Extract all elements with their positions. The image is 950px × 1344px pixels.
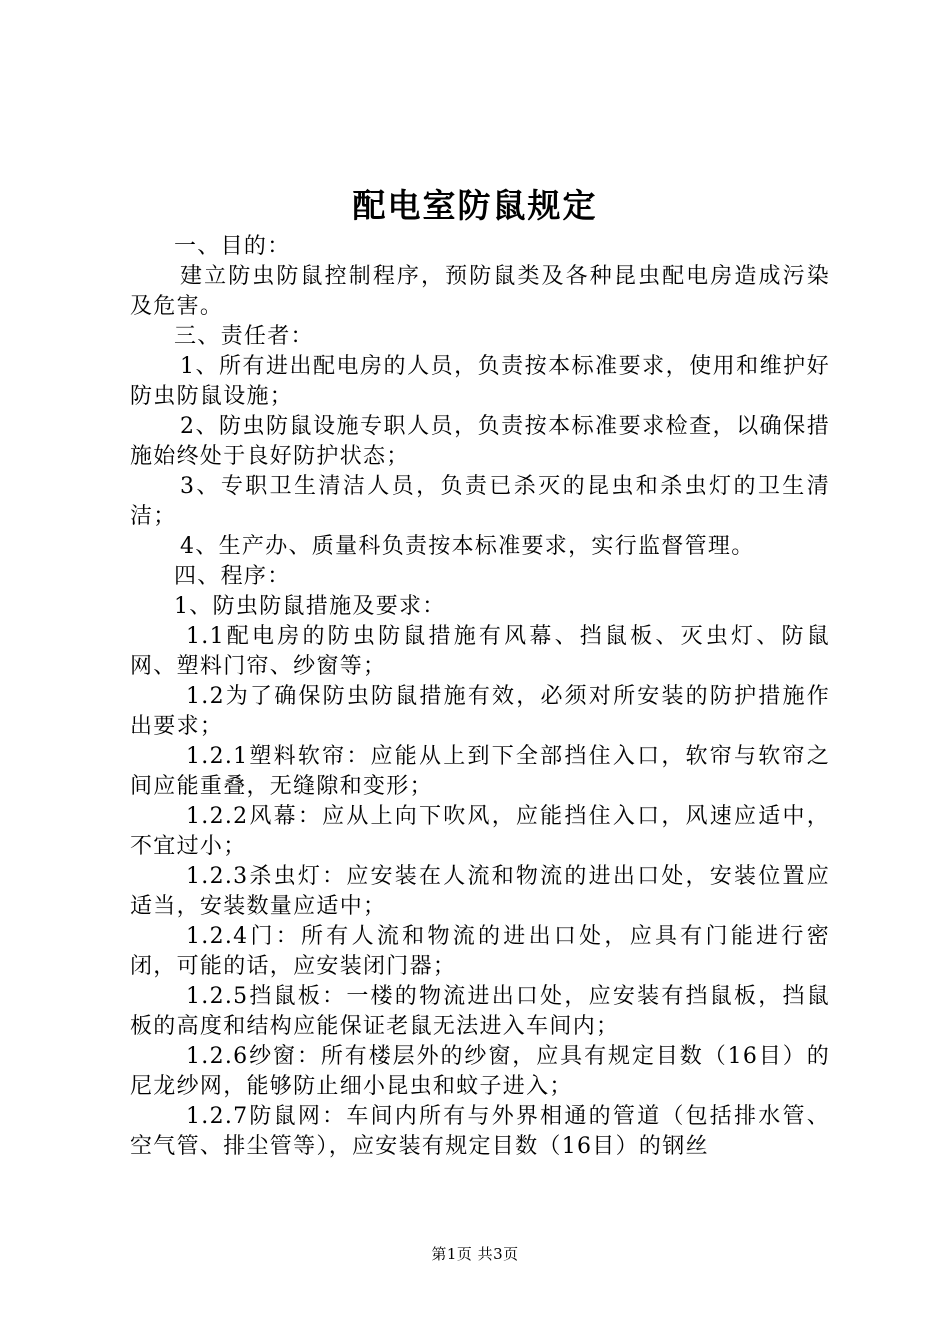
page-title: 配电室防鼠规定 xyxy=(352,186,598,225)
paragraph: 1.2为了确保防虫防鼠措施有效，必须对所安装的防护措施作出要求； xyxy=(130,684,830,739)
paragraph: 2、防虫防鼠设施专职人员，负责按本标准要求检查，以确保措施始终处于良好防护状态； xyxy=(130,414,830,469)
section-heading-procedure: 四、程序： xyxy=(174,564,291,589)
paragraph: 3、专职卫生清洁人员，负责已杀灭的昆虫和杀虫灯的卫生清洁； xyxy=(130,474,830,529)
section-heading-responsible: 三、责任者： xyxy=(174,324,314,349)
paragraph: 1、防虫防鼠措施及要求： xyxy=(174,594,446,619)
paragraph: 1.2.4门：所有人流和物流的进出口处，应具有门能进行密闭，可能的话，应安装闭门器； xyxy=(130,924,830,979)
document-body xyxy=(130,232,830,1162)
paragraph: 4、生产办、质量科负责按本标准要求，实行监督管理。 xyxy=(180,534,755,559)
paragraph: 1.2.1塑料软帘：应能从上到下全部挡住入口，软帘与软帘之间应能重叠，无缝隙和变形； xyxy=(130,744,830,799)
paragraph: 1.1配电房的防虫防鼠措施有风幕、挡鼠板、灭虫灯、防鼠网、塑料门帘、纱窗等； xyxy=(130,624,830,679)
paragraph: 1.2.3杀虫灯：应安装在人流和物流的进出口处，安装位置应适当，安装数量应适中； xyxy=(130,864,830,919)
page-number: 第1页 共3页 xyxy=(431,1245,519,1263)
paragraph: 1.2.2风幕：应从上向下吹风，应能挡住入口，风速应适中，不宜过小； xyxy=(130,804,830,859)
paragraph: 1、所有进出配电房的人员，负责按本标准要求，使用和维护好防虫防鼠设施； xyxy=(130,354,830,409)
paragraph: 1.2.6纱窗：所有楼层外的纱窗，应具有规定目数（16目）的尼龙纱网，能够防止细小昆虫和蚊子进入； xyxy=(130,1044,830,1099)
paragraph: 1.2.7防鼠网：车间内所有与外界相通的管道（包括排水管、空气管、排尘管等），应安装有规定目数（16目）的钢丝 xyxy=(130,1104,830,1159)
section-heading-purpose: 一、目的： xyxy=(174,234,291,259)
paragraph: 1.2.5挡鼠板：一楼的物流进出口处，应安装有挡鼠板，挡鼠板的高度和结构应能保证老鼠无法进入车间内； xyxy=(130,984,830,1039)
paragraph: 建立防虫防鼠控制程序，预防鼠类及各种昆虫配电房造成污染及危害。 xyxy=(130,264,830,319)
